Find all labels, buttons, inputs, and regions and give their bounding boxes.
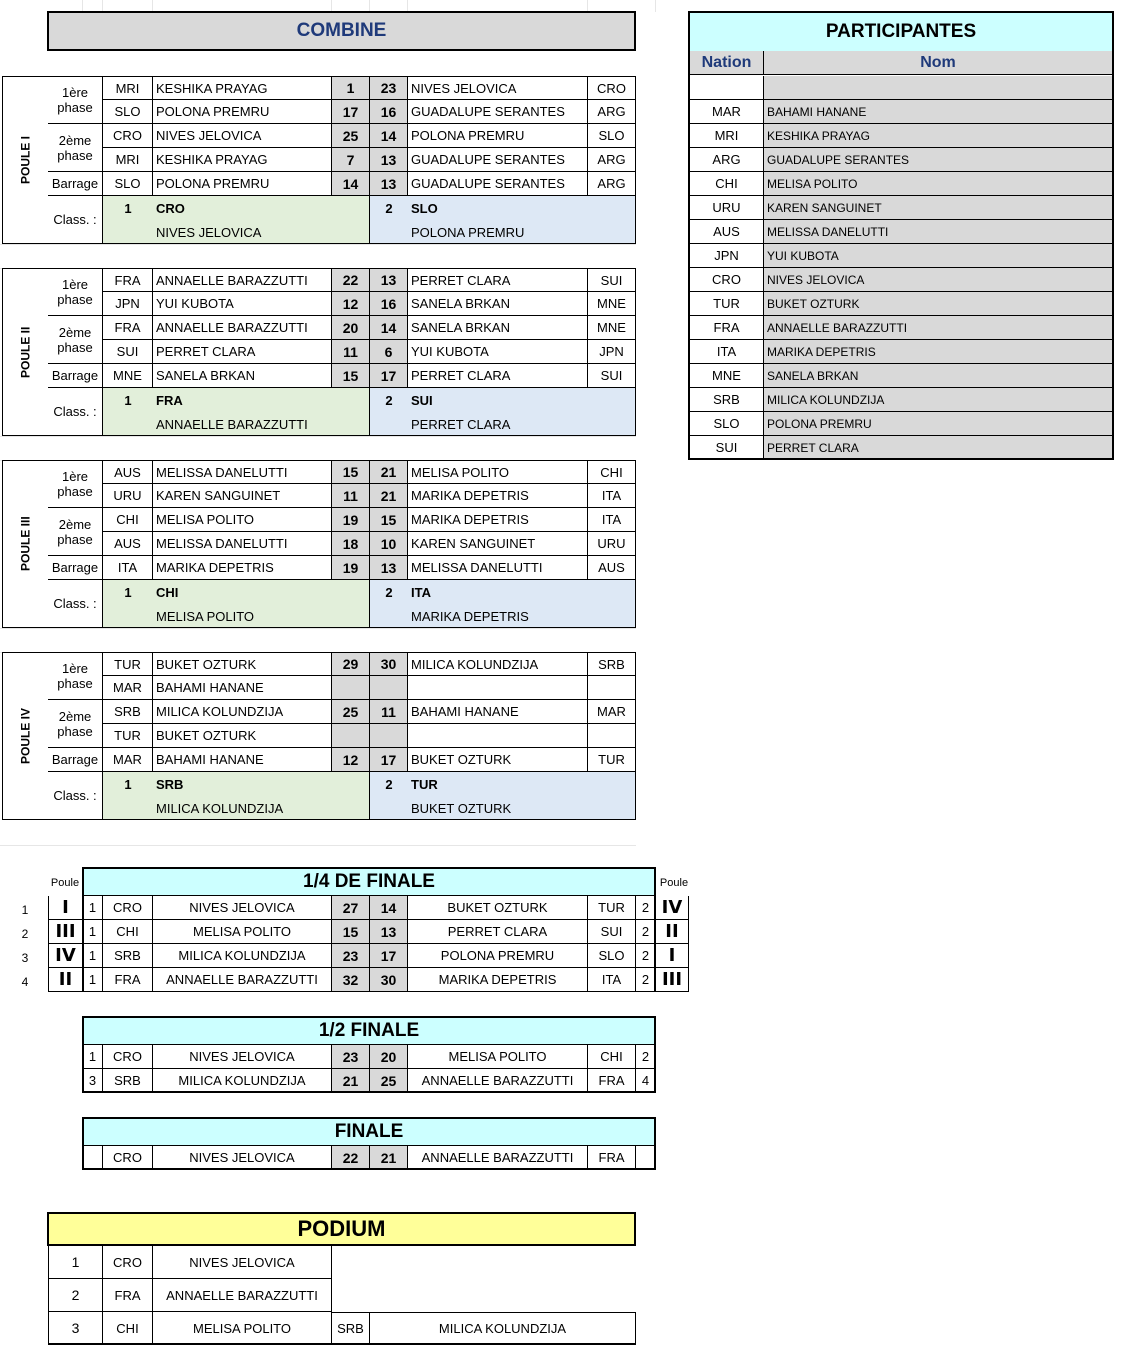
phase-label: Barrage (48, 172, 103, 196)
class-label: Class. : (48, 388, 103, 436)
seed-left: 1 (82, 968, 103, 992)
phase-label: phase (48, 100, 103, 124)
podium-name: ANNAELLE BARAZZUTTI (153, 1279, 332, 1312)
score-2: 17 (370, 364, 408, 388)
player-2 (408, 724, 588, 748)
participant-name: GUADALUPE SERANTES (764, 148, 1112, 172)
pool-right: I (656, 944, 689, 968)
pool-name: POULE II (2, 268, 48, 436)
phase-label: phase (48, 340, 103, 364)
class-rank-1: 1 (124, 776, 132, 792)
participant-name: PERRET CLARA (764, 436, 1112, 460)
participants-col-nation: Nation (690, 51, 764, 75)
player-2: MARIKA DEPETRIS (408, 484, 588, 508)
nation-1: MAR (103, 748, 153, 772)
nation-2: ARG (588, 148, 636, 172)
nation-1: FRA (103, 268, 153, 292)
match-number: 2 (21, 927, 29, 941)
class-divider (369, 196, 370, 244)
player-2: MARIKA DEPETRIS (408, 508, 588, 532)
score-2: 11 (370, 700, 408, 724)
nation-2: JPN (588, 340, 636, 364)
player-2: GUADALUPE SERANTES (408, 172, 588, 196)
participant-nation: FRA (690, 316, 764, 340)
phase-label: 2ème (48, 508, 103, 532)
nation-1: SRB (103, 1069, 153, 1093)
participant-nation: MNE (690, 364, 764, 388)
class-rank-2: 2 (385, 776, 393, 792)
pool-left: I (48, 896, 82, 920)
player-2: MARIKA DEPETRIS (408, 968, 588, 992)
score-2: 10 (370, 532, 408, 556)
player-1: MELISSA DANELUTTI (153, 460, 332, 484)
player-2: SANELA BRKAN (408, 292, 588, 316)
score-2: 6 (370, 340, 408, 364)
podium-title: PODIUM (47, 1212, 636, 1246)
participant-name: YUI KUBOTA (764, 244, 1112, 268)
player-1: KESHIKA PRAYAG (153, 148, 332, 172)
score-2: 17 (370, 944, 408, 968)
player-1: YUI KUBOTA (153, 292, 332, 316)
score-1: 17 (332, 100, 370, 124)
participant-nation: TUR (690, 292, 764, 316)
participants-title: PARTICIPANTES (688, 11, 1114, 51)
player-2: YUI KUBOTA (408, 340, 588, 364)
player-1: NIVES JELOVICA (153, 1045, 332, 1069)
participant-name: POLONA PREMRU (764, 412, 1112, 436)
class-divider (369, 388, 370, 436)
player-2: ANNAELLE BARAZZUTTI (408, 1069, 588, 1093)
score-2: 20 (370, 1045, 408, 1069)
score-1: 27 (332, 896, 370, 920)
class-divider (369, 772, 370, 820)
nation-1: FRA (103, 316, 153, 340)
player-2: BUKET OZTURK (408, 748, 588, 772)
score-2: 30 (370, 652, 408, 676)
class-nation-2: ITA (411, 584, 431, 600)
final-title: FINALE (82, 1117, 656, 1146)
class-name-1: ANNAELLE BARAZZUTTI (156, 416, 308, 432)
nation-1: AUS (103, 460, 153, 484)
participant-nation (690, 76, 764, 100)
class-rank-2: 2 (385, 392, 393, 408)
poule-label-right: Poule (659, 877, 689, 889)
podium-name: MELISA POLITO (153, 1312, 332, 1345)
phase-label: phase (48, 676, 103, 700)
nation-2: ITA (588, 968, 636, 992)
podium-rank: 2 (48, 1279, 103, 1312)
phase-label: 2ème (48, 124, 103, 148)
player-2 (408, 676, 588, 700)
nation-2 (588, 724, 636, 748)
player-2: POLONA PREMRU (408, 944, 588, 968)
pool-left: II (48, 968, 82, 992)
nation-2: CRO (588, 76, 636, 100)
seed-left: 1 (82, 1045, 103, 1069)
participant-nation: SLO (690, 412, 764, 436)
score-1: 19 (332, 508, 370, 532)
seed-right: 2 (636, 920, 656, 944)
player-2: MELISA POLITO (408, 1045, 588, 1069)
player-1: NIVES JELOVICA (153, 896, 332, 920)
phase-label: Barrage (48, 748, 103, 772)
class-label: Class. : (48, 772, 103, 820)
class-name-2: BUKET OZTURK (411, 800, 512, 816)
phase-label: Barrage (48, 556, 103, 580)
participant-name: MELISSA DANELUTTI (764, 220, 1112, 244)
player-2: SANELA BRKAN (408, 316, 588, 340)
class-nation-2: SLO (411, 200, 438, 216)
score-1: 32 (332, 968, 370, 992)
participant-name: KAREN SANGUINET (764, 196, 1112, 220)
nation-1: MRI (103, 76, 153, 100)
class-nation-1: FRA (156, 392, 183, 408)
player-2: MELISSA DANELUTTI (408, 556, 588, 580)
nation-1: SUI (103, 340, 153, 364)
phase-label: 1ère (48, 460, 103, 484)
score-1: 21 (332, 1069, 370, 1093)
score-2: 23 (370, 76, 408, 100)
nation-1: SLO (103, 172, 153, 196)
poule-label-left: Poule (50, 877, 80, 889)
pool-name: POULE III (2, 460, 48, 628)
nation-2: SUI (588, 364, 636, 388)
player-1: MELISA POLITO (153, 920, 332, 944)
seed-right: 2 (636, 1045, 656, 1069)
score-2: 17 (370, 748, 408, 772)
participant-nation: MRI (690, 124, 764, 148)
nation-1: CRO (103, 896, 153, 920)
nation-1: TUR (103, 652, 153, 676)
nation-1: MAR (103, 676, 153, 700)
nation-2: CHI (588, 460, 636, 484)
player-2: GUADALUPE SERANTES (408, 100, 588, 124)
phase-label: 2ème (48, 700, 103, 724)
player-2: ANNAELLE BARAZZUTTI (408, 1146, 588, 1170)
score-2: 21 (370, 484, 408, 508)
nation-1: MRI (103, 148, 153, 172)
score-1: 25 (332, 124, 370, 148)
score-1: 23 (332, 944, 370, 968)
nation-1: MNE (103, 364, 153, 388)
nation-2: TUR (588, 748, 636, 772)
nation-2: SLO (588, 124, 636, 148)
participant-nation: SUI (690, 436, 764, 460)
nation-2: MNE (588, 292, 636, 316)
score-2: 21 (370, 460, 408, 484)
phase-label: phase (48, 292, 103, 316)
participant-name: SANELA BRKAN (764, 364, 1112, 388)
participant-name: NIVES JELOVICA (764, 268, 1112, 292)
score-2 (370, 724, 408, 748)
player-1: ANNAELLE BARAZZUTTI (153, 968, 332, 992)
match-number: 3 (21, 951, 29, 965)
nation-2: FRA (588, 1069, 636, 1093)
player-1: POLONA PREMRU (153, 100, 332, 124)
player-2: PERRET CLARA (408, 920, 588, 944)
class-name-1: MILICA KOLUNDZIJA (156, 800, 284, 816)
seed-right: 2 (636, 968, 656, 992)
score-1 (332, 724, 370, 748)
class-nation-2: TUR (411, 776, 438, 792)
seed-right (636, 1146, 656, 1170)
score-1: 12 (332, 292, 370, 316)
nation-2: ARG (588, 172, 636, 196)
score-1 (332, 676, 370, 700)
class-nation-1: CRO (156, 200, 185, 216)
nation-2: ARG (588, 100, 636, 124)
phase-label: 1ère (48, 76, 103, 100)
class-nation-1: CHI (156, 584, 179, 600)
podium-nation: CHI (103, 1312, 153, 1345)
nation-1: CRO (103, 1146, 153, 1170)
score-2: 21 (370, 1146, 408, 1170)
seed-right: 4 (636, 1069, 656, 1093)
participant-nation: MAR (690, 100, 764, 124)
score-2: 16 (370, 100, 408, 124)
match-number: 4 (21, 975, 29, 989)
podium-rank: 1 (48, 1246, 103, 1279)
participant-name (764, 76, 1112, 100)
score-2: 30 (370, 968, 408, 992)
class-label: Class. : (48, 196, 103, 244)
score-2: 13 (370, 556, 408, 580)
class-rank-1: 1 (124, 200, 132, 216)
player-1: ANNAELLE BARAZZUTTI (153, 268, 332, 292)
pool-left: IV (48, 944, 82, 968)
pool-name: POULE I (2, 76, 48, 244)
nation-1: SLO (103, 100, 153, 124)
participant-nation: CHI (690, 172, 764, 196)
seed-right: 2 (636, 896, 656, 920)
nation-1: CRO (103, 124, 153, 148)
phase-label: 2ème (48, 316, 103, 340)
score-2: 14 (370, 896, 408, 920)
nation-1: FRA (103, 968, 153, 992)
score-2: 13 (370, 148, 408, 172)
seed-left: 1 (82, 896, 103, 920)
score-2: 25 (370, 1069, 408, 1093)
podium-rank: 3 (48, 1312, 103, 1345)
score-1: 22 (332, 1146, 370, 1170)
player-1: MARIKA DEPETRIS (153, 556, 332, 580)
class-name-2: POLONA PREMRU (411, 224, 525, 240)
phase-label: Barrage (48, 364, 103, 388)
score-1: 18 (332, 532, 370, 556)
player-2: NIVES JELOVICA (408, 76, 588, 100)
class-nation-2: SUI (411, 392, 433, 408)
phase-label: phase (48, 148, 103, 172)
score-1: 23 (332, 1045, 370, 1069)
player-2: MELISA POLITO (408, 460, 588, 484)
score-1: 22 (332, 268, 370, 292)
nation-1: CRO (103, 1045, 153, 1069)
participant-name: BUKET OZTURK (764, 292, 1112, 316)
score-2: 16 (370, 292, 408, 316)
quarter-title: 1/4 DE FINALE (82, 867, 656, 896)
nation-2: FRA (588, 1146, 636, 1170)
nation-1: SRB (103, 944, 153, 968)
participant-name: MELISA POLITO (764, 172, 1112, 196)
class-name-1: NIVES JELOVICA (156, 224, 262, 240)
podium-nation: CRO (103, 1246, 153, 1279)
player-2: BAHAMI HANANE (408, 700, 588, 724)
score-2: 13 (370, 172, 408, 196)
nation-1: SRB (103, 700, 153, 724)
player-1: POLONA PREMRU (153, 172, 332, 196)
participant-name: ANNAELLE BARAZZUTTI (764, 316, 1112, 340)
participant-name: MARIKA DEPETRIS (764, 340, 1112, 364)
score-1: 20 (332, 316, 370, 340)
score-2: 15 (370, 508, 408, 532)
player-2: POLONA PREMRU (408, 124, 588, 148)
pool-right: IV (656, 896, 689, 920)
class-rank-1: 1 (124, 392, 132, 408)
player-1: MILICA KOLUNDZIJA (153, 1069, 332, 1093)
player-1: NIVES JELOVICA (153, 124, 332, 148)
nation-2: MAR (588, 700, 636, 724)
combine-title: COMBINE (47, 11, 636, 51)
semi-title: 1/2 FINALE (82, 1016, 656, 1045)
player-2: PERRET CLARA (408, 268, 588, 292)
score-1: 11 (332, 340, 370, 364)
player-1: BAHAMI HANANE (153, 676, 332, 700)
pool-right: III (656, 968, 689, 992)
score-1: 12 (332, 748, 370, 772)
nation-1: TUR (103, 724, 153, 748)
nation-1: CHI (103, 508, 153, 532)
nation-2: ITA (588, 508, 636, 532)
class-label: Class. : (48, 580, 103, 628)
player-1: NIVES JELOVICA (153, 1146, 332, 1170)
score-1: 1 (332, 76, 370, 100)
nation-2: URU (588, 532, 636, 556)
class-name-1: MELISA POLITO (156, 608, 255, 624)
score-1: 11 (332, 484, 370, 508)
participant-name: BAHAMI HANANE (764, 100, 1112, 124)
seed-left (82, 1146, 103, 1170)
pool-left: III (48, 920, 82, 944)
player-1: BAHAMI HANANE (153, 748, 332, 772)
nation-1: JPN (103, 292, 153, 316)
class-rank-2: 2 (385, 200, 393, 216)
participant-nation: ARG (690, 148, 764, 172)
score-1: 7 (332, 148, 370, 172)
score-2: 13 (370, 268, 408, 292)
score-1: 29 (332, 652, 370, 676)
podium-nation-b: SRB (332, 1312, 370, 1345)
class-rank-1: 1 (124, 584, 132, 600)
nation-2: AUS (588, 556, 636, 580)
nation-1: CHI (103, 920, 153, 944)
player-1: KESHIKA PRAYAG (153, 76, 332, 100)
nation-2: SUI (588, 920, 636, 944)
podium-name: NIVES JELOVICA (153, 1246, 332, 1279)
score-2 (370, 676, 408, 700)
pool-right: II (656, 920, 689, 944)
player-1: PERRET CLARA (153, 340, 332, 364)
class-divider (369, 580, 370, 628)
participant-name: MILICA KOLUNDZIJA (764, 388, 1112, 412)
nation-2: SUI (588, 268, 636, 292)
seed-right: 2 (636, 944, 656, 968)
score-1: 14 (332, 172, 370, 196)
nation-1: URU (103, 484, 153, 508)
seed-left: 1 (82, 944, 103, 968)
nation-2: ITA (588, 484, 636, 508)
player-1: MELISA POLITO (153, 508, 332, 532)
class-nation-1: SRB (156, 776, 184, 792)
nation-2 (588, 676, 636, 700)
player-2: BUKET OZTURK (408, 896, 588, 920)
phase-label: 1ère (48, 652, 103, 676)
player-2: MILICA KOLUNDZIJA (408, 652, 588, 676)
nation-2: CHI (588, 1045, 636, 1069)
participant-nation: ITA (690, 340, 764, 364)
participant-nation: SRB (690, 388, 764, 412)
participants-col-name: Nom (764, 51, 1112, 75)
player-2: KAREN SANGUINET (408, 532, 588, 556)
participant-nation: AUS (690, 220, 764, 244)
match-number: 1 (21, 903, 29, 917)
score-2: 14 (370, 316, 408, 340)
score-2: 13 (370, 920, 408, 944)
class-rank-2: 2 (385, 584, 393, 600)
score-1: 19 (332, 556, 370, 580)
phase-label: phase (48, 484, 103, 508)
player-1: SANELA BRKAN (153, 364, 332, 388)
score-1: 25 (332, 700, 370, 724)
nation-2: SLO (588, 944, 636, 968)
player-1: MILICA KOLUNDZIJA (153, 944, 332, 968)
nation-1: ITA (103, 556, 153, 580)
score-1: 15 (332, 920, 370, 944)
score-2: 14 (370, 124, 408, 148)
podium-name-b: MILICA KOLUNDZIJA (370, 1312, 636, 1345)
score-1: 15 (332, 364, 370, 388)
phase-label: 1ère (48, 268, 103, 292)
participant-nation: URU (690, 196, 764, 220)
player-1: MELISSA DANELUTTI (153, 532, 332, 556)
class-name-2: PERRET CLARA (411, 416, 511, 432)
participant-nation: CRO (690, 268, 764, 292)
nation-2: SRB (588, 652, 636, 676)
phase-label: phase (48, 724, 103, 748)
phase-label: phase (48, 532, 103, 556)
player-1: BUKET OZTURK (153, 652, 332, 676)
pool-name: POULE IV (2, 652, 48, 820)
player-1: MILICA KOLUNDZIJA (153, 700, 332, 724)
participant-name: KESHIKA PRAYAG (764, 124, 1112, 148)
player-2: GUADALUPE SERANTES (408, 148, 588, 172)
player-1: BUKET OZTURK (153, 724, 332, 748)
score-1: 15 (332, 460, 370, 484)
player-2: PERRET CLARA (408, 364, 588, 388)
seed-left: 3 (82, 1069, 103, 1093)
seed-left: 1 (82, 920, 103, 944)
participant-nation: JPN (690, 244, 764, 268)
podium-nation: FRA (103, 1279, 153, 1312)
class-name-2: MARIKA DEPETRIS (411, 608, 529, 624)
nation-2: MNE (588, 316, 636, 340)
nation-2: TUR (588, 896, 636, 920)
nation-1: AUS (103, 532, 153, 556)
player-1: KAREN SANGUINET (153, 484, 332, 508)
player-1: ANNAELLE BARAZZUTTI (153, 316, 332, 340)
